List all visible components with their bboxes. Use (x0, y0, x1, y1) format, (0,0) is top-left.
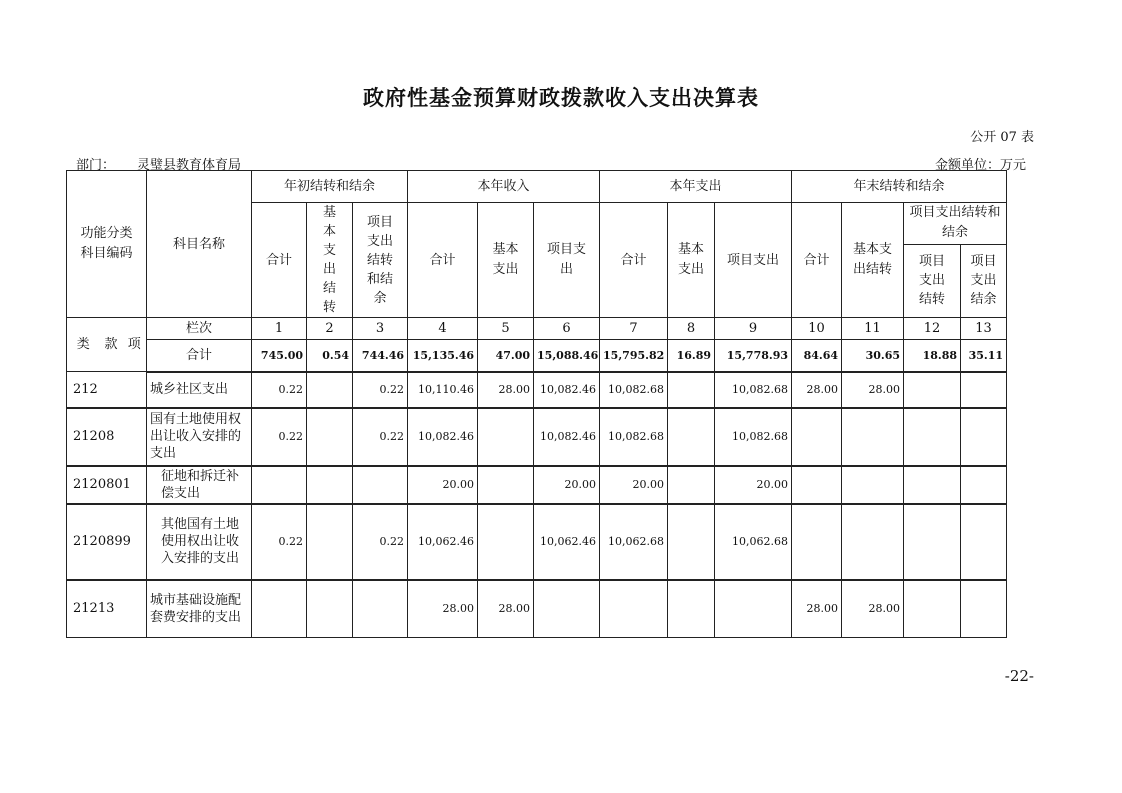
header-income-project: 项目支出 (534, 203, 600, 318)
column-number: 5 (478, 318, 534, 340)
table-cell: 10,082.68 (715, 372, 792, 408)
table-cell (307, 466, 353, 504)
table-row (67, 504, 1007, 580)
table-cell (792, 466, 842, 504)
column-index-label: 栏次 (147, 318, 252, 340)
table-cell: 28.00 (478, 580, 534, 638)
table-cell: 28.00 (478, 372, 534, 408)
table-cell (353, 580, 408, 638)
column-number: 11 (842, 318, 904, 340)
row-code: 2120801 (67, 466, 147, 504)
report-title: 政府性基金预算财政拨款收入支出决算表 (363, 85, 759, 110)
column-number: 7 (600, 318, 668, 340)
table-cell: 28.00 (408, 580, 478, 638)
header-subject-name: 科目名称 (147, 171, 252, 318)
table-cell: 745.00 (252, 340, 307, 372)
header-begin-project-carry: 项目支出结转和结余 (353, 203, 408, 318)
table-cell: 0.22 (353, 372, 408, 408)
column-number: 10 (792, 318, 842, 340)
table-cell: 10,082.46 (408, 408, 478, 466)
table-cell: 28.00 (792, 372, 842, 408)
page-number: -22- (1004, 667, 1034, 685)
table-cell: 0.54 (307, 340, 353, 372)
total-label: 合计 (147, 340, 252, 372)
table-cell (668, 372, 715, 408)
table-cell: 10,110.46 (408, 372, 478, 408)
table-cell (668, 466, 715, 504)
header-end-project-carry: 项目支出结转 (904, 244, 961, 317)
table-cell: 15,088.46 (534, 340, 600, 372)
header-end-basic-carry: 基本支出结转 (842, 203, 904, 318)
table-cell (534, 580, 600, 638)
table-cell (842, 466, 904, 504)
table-cell (307, 580, 353, 638)
table-cell (792, 408, 842, 466)
table-cell (961, 466, 1007, 504)
table-cell: 30.65 (842, 340, 904, 372)
table-row (67, 408, 1007, 466)
table-cell (961, 580, 1007, 638)
row-name: 城乡社区支出 (147, 372, 252, 408)
header-group-end: 年末结转和结余 (792, 171, 1007, 203)
table-cell: 15,135.46 (408, 340, 478, 372)
column-number: 12 (904, 318, 961, 340)
table-cell: 35.11 (961, 340, 1007, 372)
table-cell (307, 504, 353, 580)
total-row (67, 340, 1007, 372)
table-cell (961, 408, 1007, 466)
row-name: 国有土地使用权出让收入安排的支出 (147, 408, 252, 466)
header-end-project-surplus: 项目支出结余 (961, 244, 1007, 317)
row-name: 其他国有土地使用权出让收入安排的支出 (147, 504, 252, 580)
column-number: 3 (353, 318, 408, 340)
table-cell: 0.22 (252, 372, 307, 408)
table-cell: 10,082.46 (534, 372, 600, 408)
header-begin-basic-carry: 基本支出结转 (307, 203, 353, 318)
table-cell: 20.00 (600, 466, 668, 504)
table-cell: 15,778.93 (715, 340, 792, 372)
table-cell: 20.00 (534, 466, 600, 504)
header-expense-project: 项目支出 (715, 203, 792, 318)
header-func-code: 功能分类科目编码 (67, 171, 147, 318)
table-row (67, 580, 1007, 638)
table-cell (353, 466, 408, 504)
table-cell (478, 466, 534, 504)
table-cell: 20.00 (715, 466, 792, 504)
table-cell (904, 580, 961, 638)
table-cell: 0.22 (353, 504, 408, 580)
department-name: 灵璧县教育体育局 (137, 158, 242, 173)
table-cell: 744.46 (353, 340, 408, 372)
table-cell (252, 580, 307, 638)
header-expense-basic: 基本支出 (668, 203, 715, 318)
row-name: 城市基础设施配套费安排的支出 (147, 580, 252, 638)
header-xiang: 项 (123, 318, 147, 372)
table-cell (715, 580, 792, 638)
table-cell: 28.00 (792, 580, 842, 638)
table-cell (478, 408, 534, 466)
budget-table (66, 170, 1007, 638)
table-cell (961, 504, 1007, 580)
row-name: 征地和拆迁补偿支出 (147, 466, 252, 504)
table-cell (307, 408, 353, 466)
table-cell: 47.00 (478, 340, 534, 372)
department-label: 部门： (76, 158, 116, 173)
table-row (67, 372, 1007, 408)
table-cell: 28.00 (842, 372, 904, 408)
table-cell (792, 504, 842, 580)
column-number: 2 (307, 318, 353, 340)
column-number: 9 (715, 318, 792, 340)
column-number: 13 (961, 318, 1007, 340)
table-cell (307, 372, 353, 408)
table-cell (904, 466, 961, 504)
table-cell: 10,082.46 (534, 408, 600, 466)
column-number: 4 (408, 318, 478, 340)
header-kuan: 款 (100, 318, 123, 372)
table-cell: 84.64 (792, 340, 842, 372)
header-end-total: 合计 (792, 203, 842, 318)
header-expense-total: 合计 (600, 203, 668, 318)
header-lei: 类 (67, 318, 100, 372)
table-cell: 18.88 (904, 340, 961, 372)
table-cell: 10,082.68 (600, 408, 668, 466)
row-code: 21213 (67, 580, 147, 638)
table-cell (961, 372, 1007, 408)
table-cell (668, 504, 715, 580)
row-code: 212 (67, 372, 147, 408)
column-number: 6 (534, 318, 600, 340)
table-cell: 10,082.68 (715, 408, 792, 466)
table-cell (904, 504, 961, 580)
table-cell (600, 580, 668, 638)
table-cell (668, 580, 715, 638)
table-cell (842, 504, 904, 580)
table-cell: 10,062.68 (600, 504, 668, 580)
table-cell: 10,082.68 (600, 372, 668, 408)
table-cell (904, 372, 961, 408)
header-group-expense: 本年支出 (600, 171, 792, 203)
header-group-income: 本年收入 (408, 171, 600, 203)
header-end-project-group: 项目支出结转和结余 (904, 203, 1007, 245)
table-cell: 0.22 (252, 504, 307, 580)
table-cell (252, 466, 307, 504)
column-number: 8 (668, 318, 715, 340)
table-cell: 20.00 (408, 466, 478, 504)
table-cell: 16.89 (668, 340, 715, 372)
table-cell: 10,062.46 (534, 504, 600, 580)
header-begin-total: 合计 (252, 203, 307, 318)
table-cell: 0.22 (353, 408, 408, 466)
table-cell (668, 408, 715, 466)
header-income-basic: 基本支出 (478, 203, 534, 318)
header-group-begin: 年初结转和结余 (252, 171, 408, 203)
table-cell: 28.00 (842, 580, 904, 638)
table-cell: 10,062.46 (408, 504, 478, 580)
table-cell: 10,062.68 (715, 504, 792, 580)
table-cell: 15,795.82 (600, 340, 668, 372)
row-code: 21208 (67, 408, 147, 466)
table-cell: 0.22 (252, 408, 307, 466)
form-number: 公开 07 表 (970, 130, 1034, 145)
table-row (67, 466, 1007, 504)
column-number: 1 (252, 318, 307, 340)
table-cell (904, 408, 961, 466)
table-cell (478, 504, 534, 580)
header-income-total: 合计 (408, 203, 478, 318)
row-code: 2120899 (67, 504, 147, 580)
amount-unit: 金额单位：万元 (934, 158, 1026, 173)
table-cell (842, 408, 904, 466)
